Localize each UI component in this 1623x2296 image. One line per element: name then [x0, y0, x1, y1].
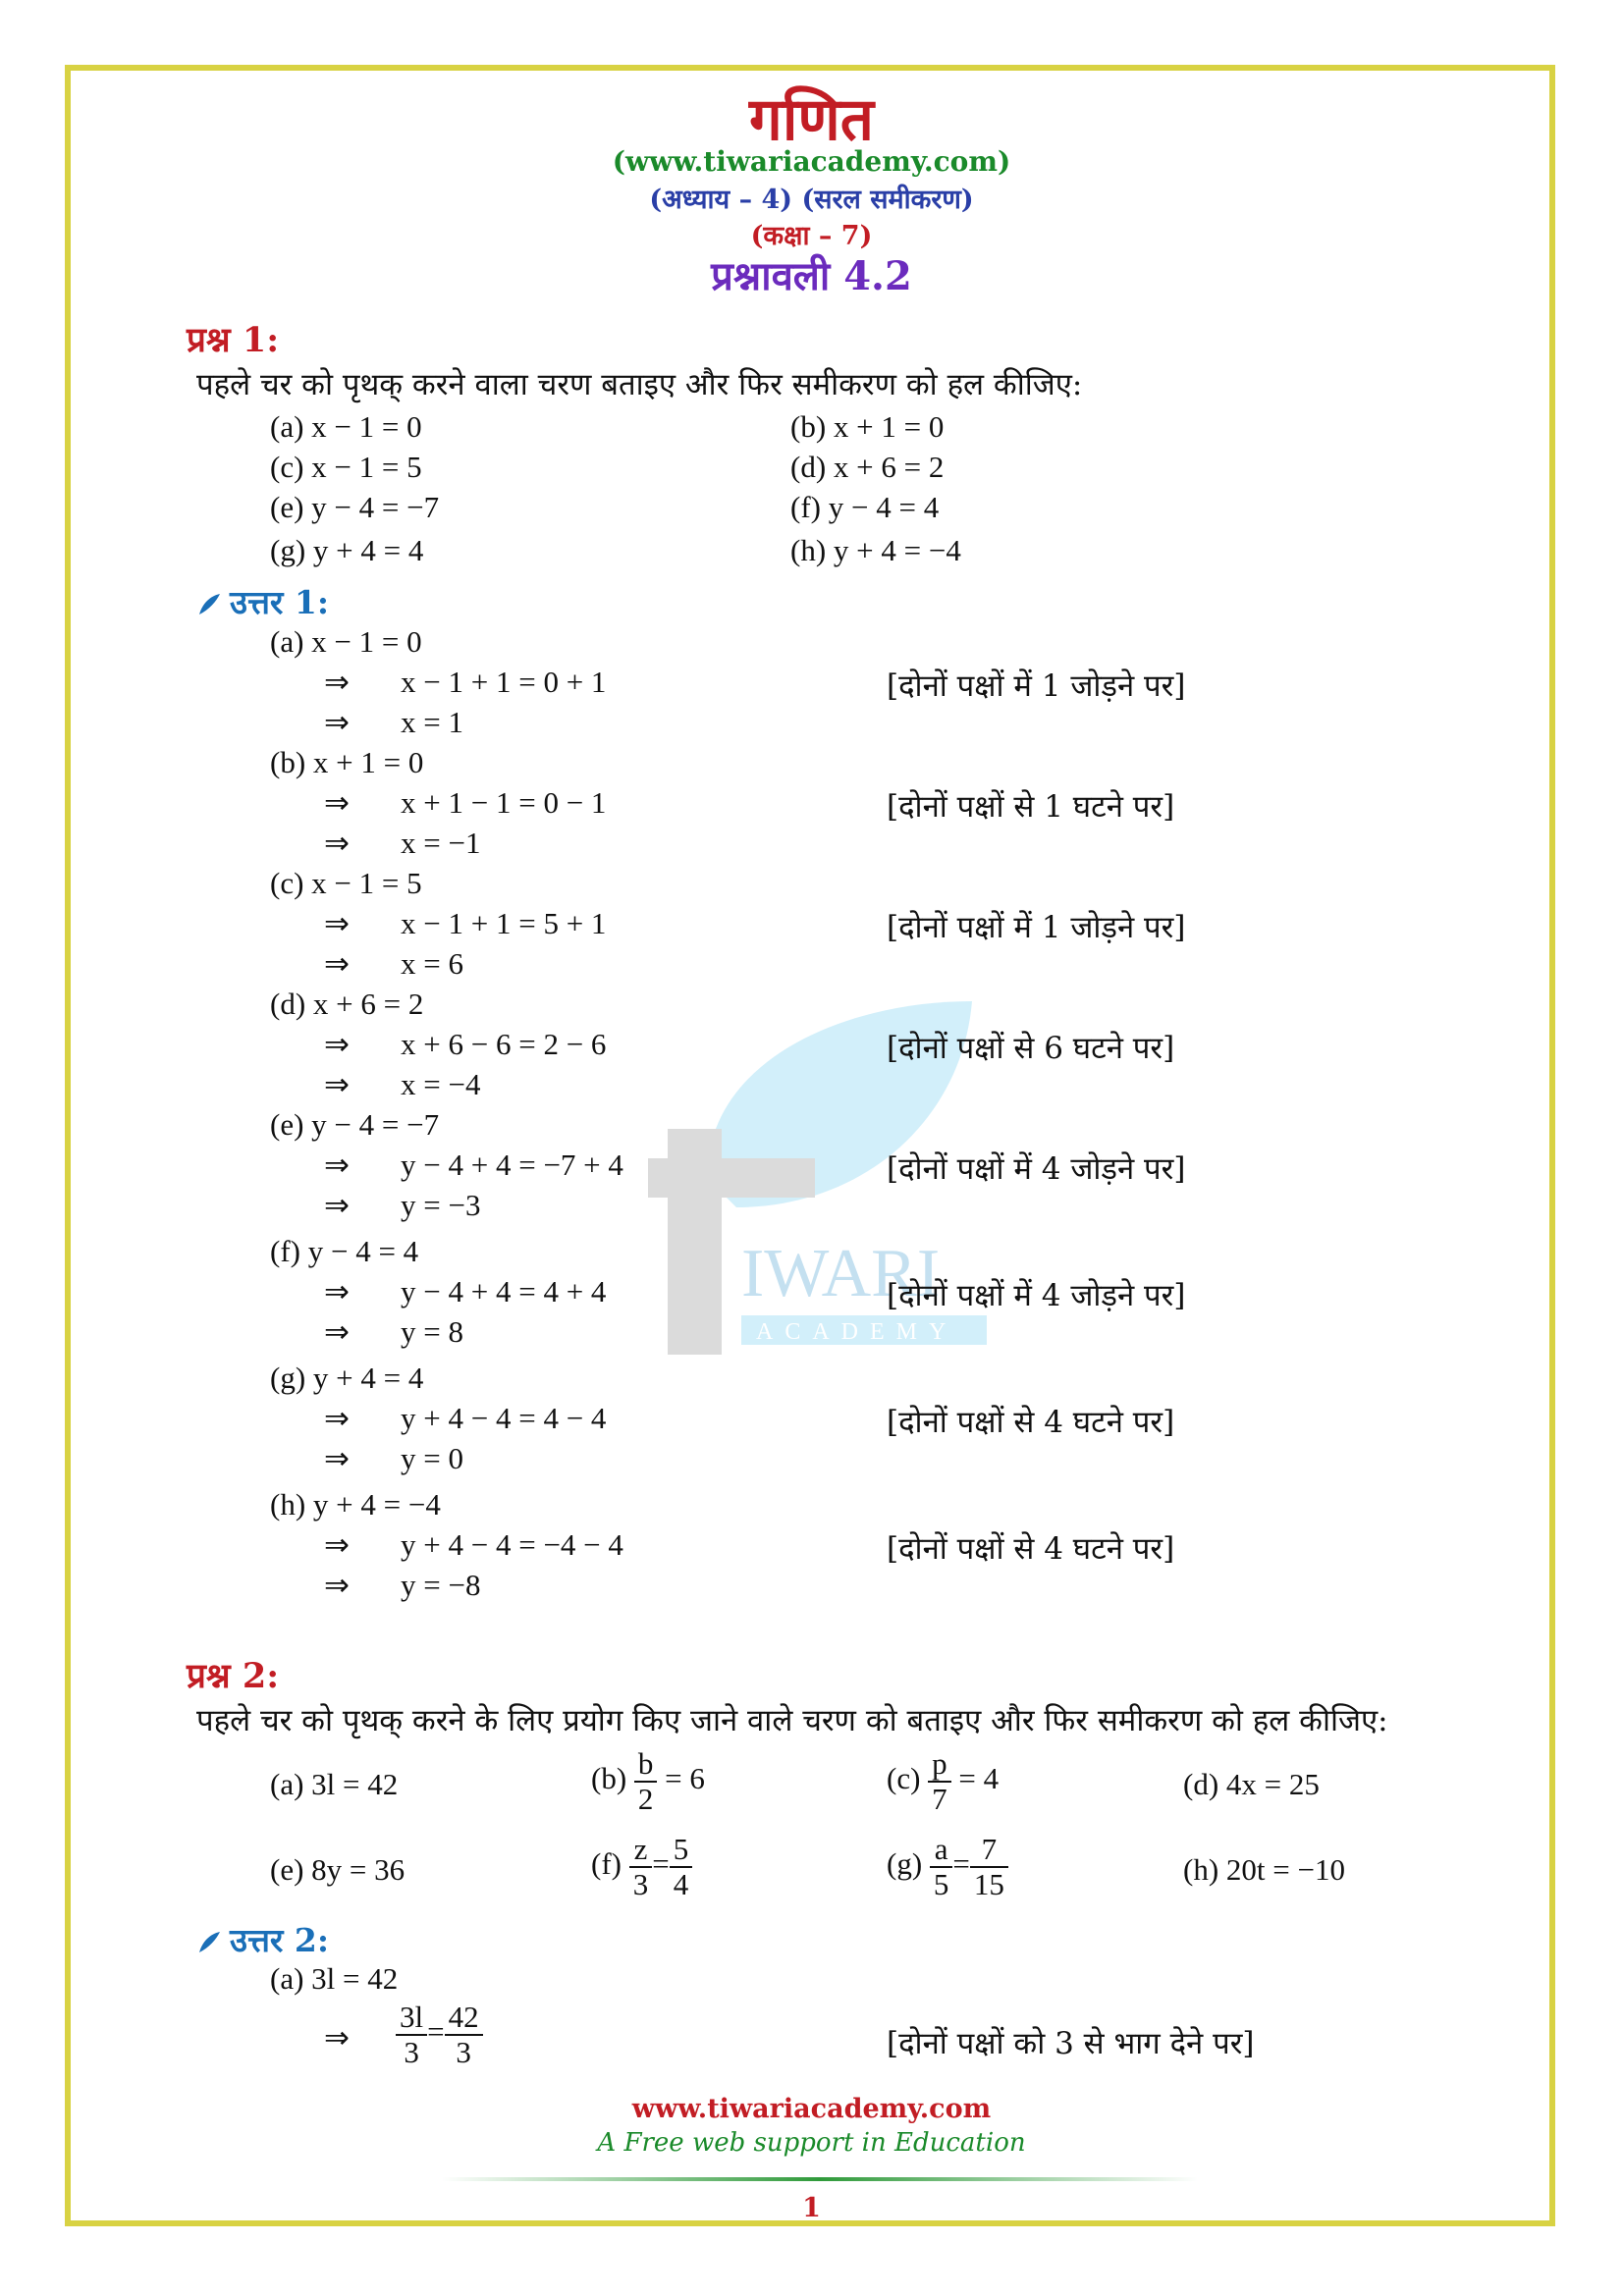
page-title: गणित [749, 85, 874, 154]
question-1-text: पहले चर को पृथक् करने वाला चरण बताइए और फिर समीकरण को हल कीजिए: [196, 367, 1083, 402]
implies-arrow: ⇒ [324, 946, 350, 982]
implies-arrow: ⇒ [324, 1067, 350, 1102]
a1-solution-step: y + 4 − 4 = 4 − 4 [401, 1401, 607, 1435]
a1-solution-head: (g) y + 4 = 4 [270, 1361, 424, 1395]
a1-solution-result: y = 0 [401, 1441, 463, 1475]
a1-solution-result: y = −3 [401, 1188, 481, 1222]
a1-solution-head: (h) y + 4 = −4 [270, 1487, 441, 1522]
a1-solution-head: (c) x − 1 = 5 [270, 866, 422, 900]
footer-site-link[interactable]: www.tiwariacademy.com [631, 2094, 992, 2124]
fraction: $\frac{42}{3}$ [445, 2001, 483, 2069]
implies-arrow: ⇒ [324, 1274, 350, 1309]
implies-arrow: ⇒ [324, 705, 350, 740]
implies-arrow: ⇒ [324, 665, 350, 700]
a1-solution-result: y = −8 [401, 1568, 481, 1602]
q2-part-f: (f) $\frac{z}{3}$ = $\frac{5}{4}$ [591, 1833, 692, 1901]
q1-part-b: (b) x + 1 = 0 [790, 409, 945, 444]
implies-arrow: ⇒ [324, 1527, 350, 1563]
a1-solution-step: x − 1 + 1 = 5 + 1 [401, 906, 607, 940]
a1-solution-note: [दोनों पक्षों में 4 जोड़ने पर] [887, 1278, 1186, 1313]
a1-solution-head: (b) x + 1 = 0 [270, 745, 424, 779]
implies-arrow: ⇒ [324, 2020, 350, 2056]
fraction: $\frac{7}{15}$ [970, 1833, 1008, 1901]
q1-part-f: (f) y − 4 = 4 [790, 490, 940, 524]
implies-arrow: ⇒ [324, 1441, 350, 1476]
fraction: $\frac{b}{2}$ [634, 1747, 658, 1816]
q2-part-c: (c) $\frac{p}{7}$ = 4 [887, 1746, 1000, 1816]
q2-part-e: (e) 8y = 36 [270, 1852, 406, 1887]
q1-part-e: (e) y − 4 = −7 [270, 490, 440, 524]
implies-arrow: ⇒ [324, 1148, 350, 1183]
q2-part-d: (d) 4x = 25 [1183, 1767, 1320, 1801]
implies-arrow: ⇒ [324, 1568, 350, 1603]
a1-solution-step: y − 4 + 4 = −7 + 4 [401, 1148, 623, 1182]
quill-icon [196, 1930, 222, 1955]
implies-arrow: ⇒ [324, 1401, 350, 1436]
question-2-text: पहले चर को पृथक् करने के लिए प्रयोग किए जाने वाले चरण को बताइए और फिर समीकरण को हल कीजिए: [196, 1703, 1388, 1738]
fraction: $\frac{5}{4}$ [670, 1833, 693, 1901]
header-site: (www.tiwariacademy.com) [612, 145, 1011, 178]
answer-2-heading: उत्तर 2: [196, 1917, 329, 1961]
chapter-label: (अध्याय – 4) (सरल समीकरण) [649, 185, 974, 215]
a1-solution-note: [दोनों पक्षों में 1 जोड़ने पर] [887, 910, 1186, 945]
page-number: 1 [802, 2193, 821, 2223]
a1-solution-head: (a) x − 1 = 0 [270, 624, 422, 659]
svg-text:IWARI: IWARI [741, 1236, 941, 1311]
fraction: $\frac{p}{7}$ [928, 1747, 951, 1816]
a1-solution-step: y − 4 + 4 = 4 + 4 [401, 1274, 607, 1308]
a1-solution-note: [दोनों पक्षों से 1 घटने पर] [887, 789, 1175, 825]
q2-part-b: (b) $\frac{b}{2}$ = 6 [591, 1746, 705, 1816]
a1-solution-step: x + 1 − 1 = 0 − 1 [401, 785, 607, 820]
q1-part-d: (d) x + 6 = 2 [790, 450, 945, 484]
a1-solution-note: [दोनों पक्षों में 1 जोड़ने पर] [887, 668, 1186, 704]
a2-part-a-note: [दोनों पक्षों को 3 से भाग देने पर] [887, 2026, 1255, 2061]
q1-part-c: (c) x − 1 = 5 [270, 450, 422, 484]
a1-solution-result: x = −4 [401, 1067, 481, 1101]
fraction: $\frac{3l}{3}$ [396, 2001, 427, 2069]
a1-solution-result: x = −1 [401, 826, 481, 860]
implies-arrow: ⇒ [324, 906, 350, 941]
quill-icon [196, 592, 222, 617]
q1-part-h: (h) y + 4 = −4 [790, 533, 961, 567]
q1-part-a: (a) x − 1 = 0 [270, 409, 422, 444]
a1-solution-step: x − 1 + 1 = 0 + 1 [401, 665, 607, 699]
q2-part-a: (a) 3l = 42 [270, 1767, 399, 1801]
class-label: (कक्षा – 7) [750, 221, 873, 251]
svg-text:ACADEMY: ACADEMY [756, 1319, 958, 1345]
a1-solution-step: x + 6 − 6 = 2 − 6 [401, 1027, 607, 1061]
a1-solution-step: y + 4 − 4 = −4 − 4 [401, 1527, 623, 1562]
answer-1-heading: उत्तर 1: [196, 579, 329, 623]
footer-tagline: A Free web support in Education [597, 2128, 1026, 2158]
a1-solution-result: y = 8 [401, 1314, 463, 1349]
fraction: $\frac{a}{5}$ [930, 1833, 953, 1901]
a1-solution-head: (e) y − 4 = −7 [270, 1107, 440, 1142]
q2-part-g: (g) $\frac{a}{5}$ = $\frac{7}{15}$ [887, 1833, 1008, 1901]
q1-part-g: (g) y + 4 = 4 [270, 533, 424, 567]
question-2-heading: प्रश्न 2: [187, 1656, 280, 1696]
a1-solution-note: [दोनों पक्षों से 6 घटने पर] [887, 1031, 1175, 1066]
a1-solution-note: [दोनों पक्षों से 4 घटने पर] [887, 1531, 1175, 1567]
a1-solution-note: [दोनों पक्षों में 4 जोड़ने पर] [887, 1151, 1186, 1187]
a2-part-a-head: (a) 3l = 42 [270, 1961, 399, 1996]
a2-part-a-step: $\frac{3l}{3}$ = $\frac{42}{3}$ [396, 2001, 483, 2069]
exercise-title: प्रश्नावली 4.2 [711, 253, 912, 299]
fraction: $\frac{z}{3}$ [629, 1833, 653, 1901]
implies-arrow: ⇒ [324, 1027, 350, 1062]
question-1-heading: प्रश्न 1: [187, 320, 280, 360]
a1-solution-result: x = 6 [401, 946, 463, 981]
footer-divider [442, 2177, 1198, 2181]
a1-solution-head: (f) y − 4 = 4 [270, 1234, 419, 1268]
implies-arrow: ⇒ [324, 1314, 350, 1350]
a1-solution-head: (d) x + 6 = 2 [270, 987, 424, 1021]
implies-arrow: ⇒ [324, 826, 350, 861]
implies-arrow: ⇒ [324, 785, 350, 821]
a1-solution-result: x = 1 [401, 705, 463, 739]
a1-solution-note: [दोनों पक्षों से 4 घटने पर] [887, 1405, 1175, 1440]
implies-arrow: ⇒ [324, 1188, 350, 1223]
q2-part-h: (h) 20t = −10 [1183, 1852, 1345, 1887]
